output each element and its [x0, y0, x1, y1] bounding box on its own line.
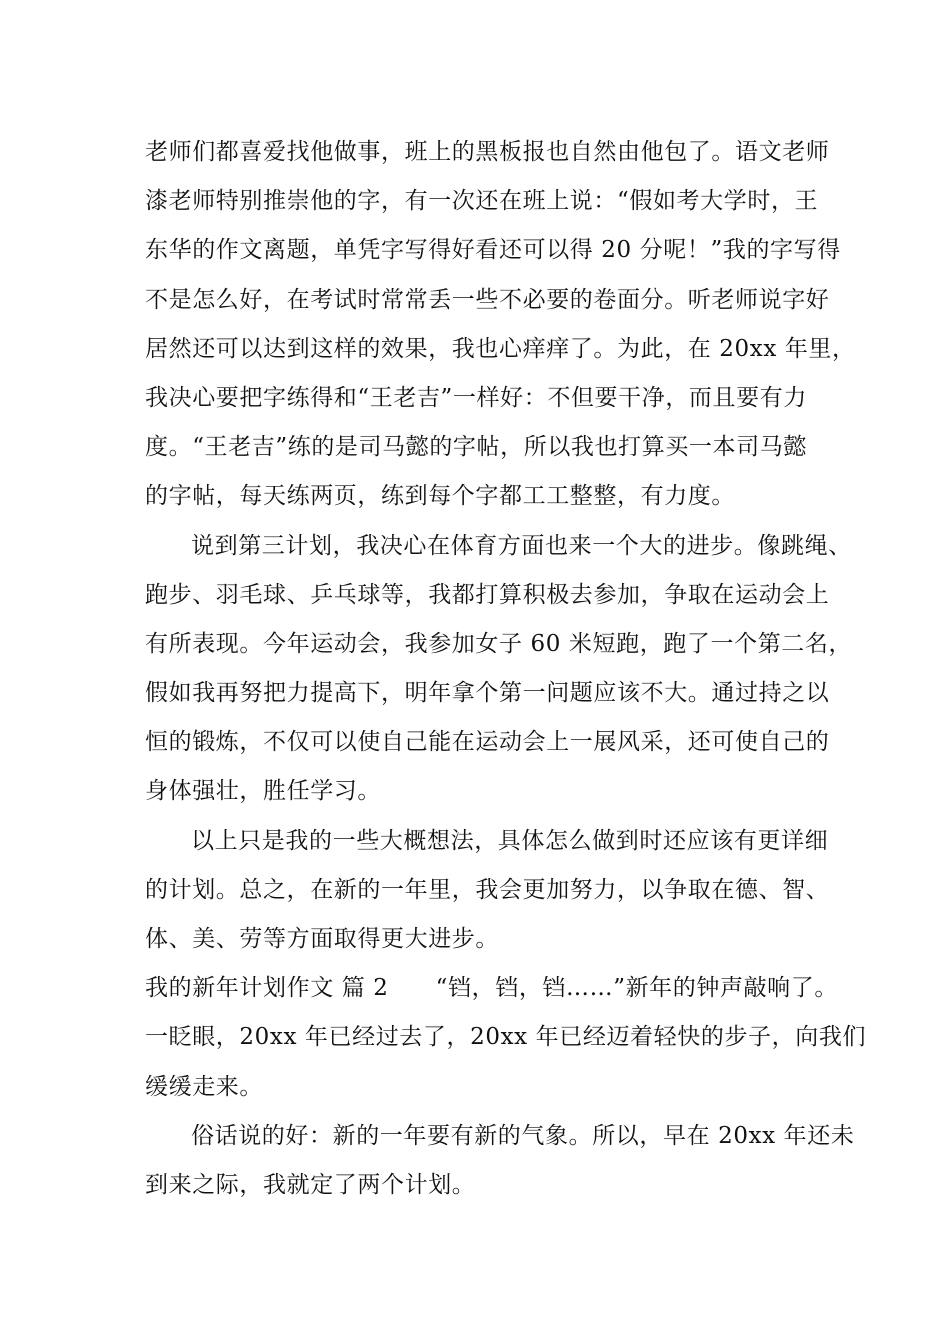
- text-line: 有所表现。今年运动会，我参加女子 60 米短跑，跑了一个第二名，: [145, 630, 853, 657]
- text-line: 漆老师特别推崇他的字，有一次还在班上说：“假如考大学时，王: [145, 188, 819, 215]
- text-line: 俗话说的好：新的一年要有新的气象。所以，早在 20xx 年还未: [191, 1122, 855, 1149]
- text-line: 老师们都喜爱找他做事，班上的黑板报也自然由他包了。语文老师: [145, 139, 830, 165]
- text-line: 恒的锻炼，不仅可以使自己能在运动会上一展风采，还可使自己的: [145, 729, 830, 756]
- text-line: 身体强壮，胜任学习。: [145, 778, 381, 805]
- text-line: 的字帖，每天练两页，练到每个字都工工整整，有力度。: [145, 483, 735, 510]
- text-line: 度。“王老吉”练的是司马懿的字帖，所以我也打算买一本司马懿: [145, 434, 807, 461]
- text-line: 一眨眼，20xx 年已经过去了，20xx 年已经迈着轻快的步子，向我们: [145, 1024, 867, 1051]
- text-line: 不是怎么好，在考试时常常丢一些不必要的卷面分。听老师说字好: [145, 286, 830, 313]
- text-line: 跑步、羽毛球、乒乓球等，我都打算积极去参加，争取在运动会上: [145, 581, 830, 608]
- text-line: 我决心要把字练得和“王老吉”一样好：不但要干净，而且要有力: [145, 384, 807, 411]
- text-line: 以上只是我的一些大概想法，具体怎么做到时还应该有更详细: [191, 827, 829, 854]
- text-line: 我的新年计划作文 篇 2 “铛，铛，铛……”新年的钟声敲响了。: [145, 975, 838, 1002]
- document-body: [145, 128, 867, 1210]
- text-line: 缓缓走来。: [145, 1073, 263, 1100]
- text-line: 居然还可以达到这样的效果，我也心痒痒了。为此，在 20xx 年里，: [145, 335, 856, 362]
- text-line: 东华的作文离题，单凭字写得好看还可以得 20 分呢！”我的字写得: [145, 237, 841, 264]
- text-line: 说到第三计划，我决心在体育方面也来一个大的进步。像跳绳、: [191, 532, 852, 559]
- text-line: 假如我再努把力提高下，明年拿个第一问题应该不大。通过持之以: [145, 680, 830, 707]
- text-line: 体、美、劳等方面取得更大进步。: [145, 926, 499, 952]
- text-line: 到来之际，我就定了两个计划。: [145, 1171, 476, 1198]
- text-line: 的计划。总之，在新的一年里，我会更加努力，以争取在德、智、: [145, 876, 830, 903]
